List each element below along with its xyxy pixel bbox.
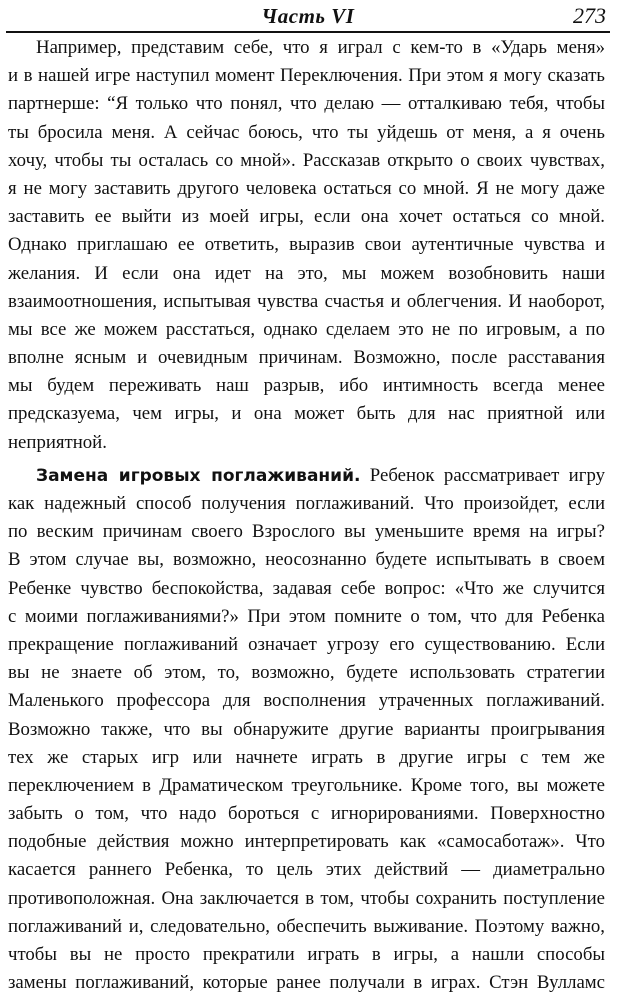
text-line: как надежный способ получения поглаживаний. Что произойдет, если (8, 493, 605, 514)
text-line: противоположная. Она заключается в том, чтобы сохранить поступление (8, 887, 605, 909)
text-run: Ребенок рассматривает игру (360, 464, 605, 486)
text-line: я не могу заставить другого человека остаться со мной. Я не могу даже (8, 177, 605, 199)
text-line: Маленького профессора для восполнения утраченных поглаживаний. (8, 690, 605, 712)
text-line: партнерше: “Я только что понял, что делаю — отталкиваю тебя, чтобы (8, 93, 605, 115)
text-line: и в нашей игре наступил момент Переключения. При этом я могу сказать (8, 65, 605, 87)
text-line: мы все же можем расстаться, однако сделаем это не по игровым, а по (8, 318, 605, 340)
text-line: хочу, чтобы ты осталась со мной». Рассказав открыто о своих чувствах, (8, 149, 605, 171)
text-line: переключением в Драматическом треугольнике. Кроме того, вы можете (8, 774, 605, 796)
text-line: мы будем переживать наш разрыв, ибо интимность всегда менее (8, 375, 605, 397)
header-rule (6, 31, 610, 33)
text-line: взаимоотношения, испытывая чувства счастья и облегчения. И наоборот, (8, 290, 605, 312)
page-number: 273 (573, 3, 606, 28)
text-line: ты бросила меня. А сейчас боюсь, что ты уйдешь от меня, а я очень (8, 121, 605, 143)
text-line: вы не знаете об этом, то, возможно, будете использовать стратегии (8, 662, 605, 684)
text-line: В этом случае вы, возможно, неосознанно будете испытывать в своем (8, 549, 605, 571)
text-line: замены поглаживаний, которые ранее получали в играх. Стэн Вулламс (8, 972, 605, 994)
text-line: Возможно также, что вы обнаружите другие варианты проигрывания (8, 718, 605, 740)
text-line: вполне ясным и очевидным причинам. Возможно, после расставания (8, 347, 605, 369)
body-text (8, 34, 605, 997)
text-line: предсказуема, чем игры, и она может быть для нас приятной или (8, 403, 605, 425)
text-line: заставить ее выйти из моей игры, если она хочет остаться со мной. (8, 206, 605, 228)
text-line: касается раннего Ребенка, то цель этих действий — диаметрально (8, 859, 605, 881)
text-line: неприятной. (8, 431, 107, 453)
text-line: Однако приглашаю ее ответить, выразив свои аутентичные чувства и (8, 234, 605, 256)
text-line: поглаживаний и, следовательно, обеспечить выживание. Поэтому важно, (8, 915, 605, 937)
text-line: тех же старых игр или начнете играть в другие игры с тем же (8, 746, 605, 768)
text-line: желания. И если она идет на это, мы можем возобновить наши (8, 262, 605, 284)
text-line: с моими поглаживаниями?» При этом помните о том, что для Ребенка (8, 605, 605, 627)
text-line: Ребенке чувство беспокойства, задавая себе вопрос: «Что же случится (8, 577, 605, 599)
text-line: забыть о том, что надо бороться с игнорированиями. Поверхностно (8, 803, 605, 825)
chapter-title: Часть VI (261, 4, 355, 28)
text-line: по веским причинам своего Взрослого вы уменьшите время на игры? (8, 521, 605, 543)
run-in-heading: Замена игровых поглаживаний. (36, 465, 361, 486)
text-line: прекращение поглаживаний означает угрозу его существованию. Если (8, 633, 605, 655)
text-line: подобные действия можно интерпретировать как «самосаботаж». Что (8, 831, 605, 853)
text-line: Например, представим себе, что я играл с кем-то в «Ударь меня» (36, 37, 605, 58)
paragraph-first-line (8, 462, 605, 490)
text-line: чтобы вы не просто прекратили играть в игры, а нашли способы (8, 944, 605, 965)
running-header (6, 0, 610, 34)
